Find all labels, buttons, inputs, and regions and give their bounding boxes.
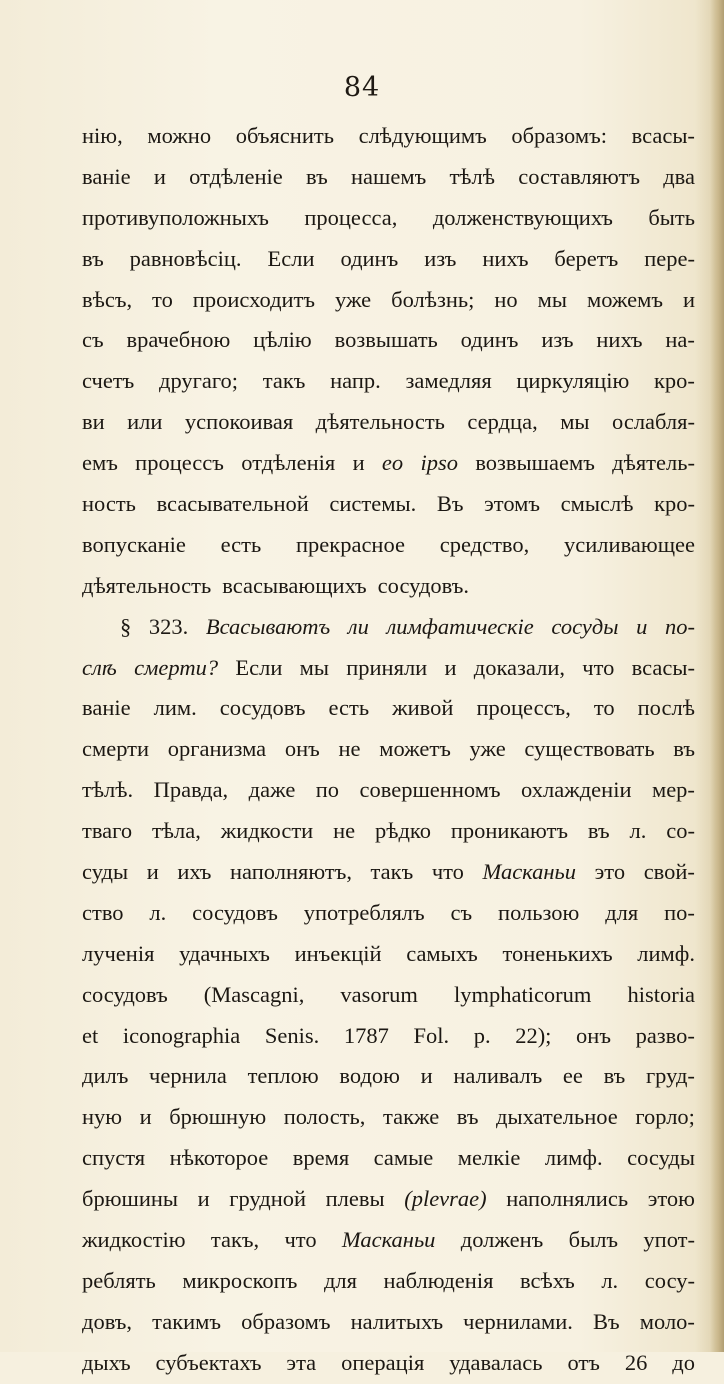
text-line — [82, 1220, 695, 1261]
word: что — [582, 654, 615, 680]
word: всасы- — [631, 123, 695, 148]
word: самыхъ — [406, 940, 478, 966]
word: упот- — [643, 1227, 695, 1253]
word: есть — [328, 695, 370, 721]
word: другаго; — [159, 368, 239, 394]
word: спустя — [82, 1145, 146, 1171]
word: мы — [537, 286, 567, 312]
word: наполнялись — [506, 1186, 629, 1212]
word: 26 — [624, 1349, 648, 1375]
word: всѣхъ — [520, 1267, 575, 1293]
word: лученія — [82, 940, 155, 966]
word: есть — [220, 531, 262, 557]
text-line — [82, 893, 695, 934]
word: сосудовъ — [192, 899, 278, 925]
word: мелкіе — [457, 1145, 521, 1171]
text-line — [82, 688, 695, 729]
word: удачныхъ — [179, 940, 270, 966]
word: Въ — [436, 491, 464, 517]
word: болѣзнь; — [391, 286, 475, 312]
word: ихъ — [177, 859, 212, 885]
word: живой — [392, 695, 454, 721]
word: кро- — [654, 491, 695, 517]
word: тоненькихъ — [502, 940, 613, 966]
word: лимф. — [544, 1145, 603, 1171]
word: что — [431, 859, 464, 885]
word: системы. — [329, 491, 417, 517]
word: цѣлію — [253, 327, 312, 353]
word: мер- — [651, 777, 695, 803]
word: чернилами. — [463, 1308, 573, 1334]
word: ее — [562, 1063, 583, 1089]
word: такъ — [262, 368, 306, 394]
word: разво- — [635, 1022, 695, 1048]
word: нѣкоторое — [169, 1145, 269, 1171]
text-line — [82, 1302, 695, 1343]
word: этомъ — [484, 491, 541, 517]
word: довъ, — [82, 1308, 133, 1334]
word: также — [382, 1104, 440, 1130]
word: для — [323, 1267, 357, 1293]
word: такъ — [370, 859, 414, 885]
word: составляютъ — [518, 163, 640, 189]
word: тѣлѣ. — [82, 777, 134, 803]
word: чернила — [149, 1063, 227, 1089]
text-line — [82, 239, 695, 280]
word: 1787 — [343, 1022, 389, 1048]
word: два — [663, 163, 695, 189]
word: тѣла, — [151, 818, 201, 844]
word: уже — [469, 736, 506, 762]
word: моло- — [639, 1308, 695, 1334]
word: происходитъ — [192, 286, 316, 312]
word: свой- — [643, 859, 695, 885]
text-line — [82, 198, 695, 239]
word: изъ — [424, 245, 457, 271]
word: нашемъ — [351, 163, 427, 189]
word: можетъ — [379, 736, 451, 762]
word: въ — [673, 736, 695, 762]
word: тѣлѣ — [449, 163, 495, 189]
word: изъ — [541, 327, 574, 353]
word: Fol. — [413, 1022, 450, 1048]
word: проникаютъ — [450, 818, 569, 844]
word: ли — [347, 613, 369, 639]
word: вопусканіе — [82, 531, 186, 557]
word: даже — [248, 777, 296, 803]
word: сосуды — [551, 613, 619, 639]
word: онъ — [284, 736, 320, 762]
word: p. — [473, 1022, 491, 1048]
word: лимфатическіе — [386, 613, 534, 639]
word: ство — [82, 899, 124, 925]
word: и — [420, 1063, 433, 1089]
word: емъ — [82, 450, 118, 476]
text-line — [82, 484, 695, 525]
word: грудной — [229, 1186, 307, 1212]
text-line — [82, 811, 695, 852]
word: такимъ — [152, 1308, 222, 1334]
word: на- — [665, 327, 695, 353]
word: въ — [587, 818, 610, 844]
word: водою — [339, 1063, 400, 1089]
word: доказали, — [473, 654, 566, 680]
word: реблять — [82, 1267, 156, 1293]
word: этою — [647, 1186, 695, 1212]
word: груд- — [645, 1063, 695, 1089]
word: отдѣленія — [241, 450, 336, 476]
word: замедляя — [405, 368, 492, 394]
word: ваніе — [82, 163, 131, 189]
word: то — [152, 286, 173, 312]
word: и — [146, 859, 159, 885]
text-line — [82, 157, 695, 198]
word: успокоивая — [184, 409, 294, 435]
text-line — [82, 443, 695, 484]
text-line — [82, 1179, 695, 1220]
word: въ — [306, 163, 328, 189]
word: нихъ — [596, 327, 643, 353]
word: historia — [627, 981, 695, 1007]
word: отъ — [567, 1349, 600, 1375]
word: по- — [664, 613, 695, 639]
word: уже — [334, 286, 372, 312]
word: по- — [664, 899, 695, 925]
word: былъ — [568, 1227, 619, 1253]
page-number: 84 — [343, 72, 381, 103]
word: л. — [149, 899, 167, 925]
word: усиливающее — [564, 531, 695, 557]
word: долженъ — [460, 1227, 544, 1253]
word: ipso — [420, 450, 458, 476]
word: кро- — [653, 368, 695, 394]
text-line — [82, 1138, 695, 1179]
word: л. — [601, 1267, 619, 1293]
word: процесса, — [304, 204, 398, 230]
text-line — [82, 1016, 695, 1057]
word: образомъ: — [511, 123, 607, 148]
word: пользою — [498, 899, 580, 925]
word: въ — [603, 1063, 626, 1089]
word: Масканьи — [482, 859, 577, 885]
text-line — [82, 729, 695, 770]
word: дѣятельность — [315, 409, 445, 435]
word: дыхательное — [496, 1104, 618, 1130]
text-line — [82, 1261, 695, 1302]
word: vasorum — [340, 981, 418, 1007]
text-line — [82, 361, 695, 402]
word: дыхъ — [82, 1349, 131, 1375]
word: врачебною — [126, 327, 231, 353]
word: можно — [147, 123, 212, 148]
text-line — [82, 566, 695, 607]
word: дѣятель- — [612, 450, 695, 476]
word: равновѣсіц. — [129, 245, 242, 271]
word: всасывающихъ — [222, 572, 367, 598]
word: процессъ, — [476, 695, 571, 721]
word: iconographia — [122, 1022, 241, 1048]
word: дилъ — [82, 1063, 129, 1089]
word: eo — [381, 450, 404, 476]
text-line — [82, 975, 695, 1016]
word: наблюденія — [383, 1267, 494, 1293]
word: микроскопъ — [182, 1267, 298, 1293]
word: для — [605, 899, 639, 925]
word: л. — [629, 818, 647, 844]
word: Senis. — [264, 1022, 320, 1048]
word: субъектахъ — [155, 1349, 262, 1375]
word: прекрасное — [296, 531, 405, 557]
word: и — [139, 1104, 152, 1130]
word: средство, — [439, 531, 530, 557]
word: Правда, — [153, 777, 229, 803]
text-line — [82, 852, 695, 893]
word: сосуды — [627, 1145, 695, 1171]
word: организма — [167, 736, 267, 762]
word: процессъ — [135, 450, 224, 476]
word: существовать — [524, 736, 655, 762]
word: съ — [450, 899, 473, 925]
word: брюшины — [82, 1186, 179, 1212]
word: Если — [267, 245, 315, 271]
word: lymphaticorum — [453, 981, 592, 1007]
word: Если — [235, 654, 283, 680]
word: 323. — [148, 613, 189, 639]
word: но — [494, 286, 518, 312]
word: по — [315, 777, 340, 803]
word: что — [284, 1227, 317, 1253]
word: рѣдко — [375, 818, 431, 844]
word: тваго — [82, 818, 133, 844]
word: 22); — [515, 1022, 552, 1048]
word: мы — [560, 409, 590, 435]
word: не — [333, 818, 356, 844]
word: сердца, — [467, 409, 538, 435]
word: возвышаемъ — [475, 450, 595, 476]
text-line — [82, 402, 695, 443]
word: плевы — [325, 1186, 385, 1212]
word: не — [338, 736, 361, 762]
word: ную — [82, 1104, 123, 1130]
text-line — [82, 116, 695, 157]
text-line — [82, 280, 695, 321]
word: напр. — [330, 368, 381, 394]
word: операція — [341, 1349, 425, 1375]
word: жидкости — [220, 818, 314, 844]
word: сосудовъ — [82, 981, 168, 1007]
word: онъ — [576, 1022, 611, 1048]
word: въ — [456, 1104, 479, 1130]
word: Всасываютъ — [205, 613, 331, 639]
word: смерти — [82, 736, 150, 762]
text-line — [82, 934, 695, 975]
word: жидкостію — [82, 1227, 186, 1253]
word: отдѣленіе — [189, 163, 283, 189]
word: или — [127, 409, 163, 435]
word: всасы- — [631, 654, 695, 680]
word: противуположныхъ — [82, 204, 269, 230]
word: приняли — [346, 654, 428, 680]
word: сосудовъ — [219, 695, 306, 721]
text-line — [82, 1097, 695, 1138]
word: теплою — [247, 1063, 319, 1089]
word: ность — [82, 491, 136, 517]
word: сосудовъ. — [377, 572, 469, 598]
word: слѣдующимъ — [358, 123, 487, 148]
body-text — [82, 116, 695, 1384]
word: счетъ — [82, 368, 135, 394]
word: удавалась — [449, 1349, 543, 1375]
word: употреблялъ — [303, 899, 425, 925]
word: сосу- — [644, 1267, 695, 1293]
word: вѣсъ, — [82, 286, 133, 312]
word: до — [672, 1349, 695, 1375]
word: (plevrae) — [404, 1186, 487, 1212]
word: горло; — [635, 1104, 695, 1130]
word: дѣятельность — [82, 572, 212, 598]
word: лимф. — [637, 940, 695, 966]
word: налитыхъ — [350, 1308, 444, 1334]
word: съ — [82, 327, 104, 353]
text-line — [82, 1056, 695, 1097]
word: всасывательной — [156, 491, 309, 517]
word: образомъ — [241, 1308, 331, 1334]
word: и — [352, 450, 365, 476]
word: и — [197, 1186, 210, 1212]
word: послѣ — [637, 695, 695, 721]
word: совершенномъ — [359, 777, 501, 803]
text-line — [82, 770, 695, 811]
word: эта — [286, 1349, 317, 1375]
word: лим. — [153, 695, 197, 721]
word: возвышать — [334, 327, 438, 353]
word: смерти? — [134, 654, 219, 680]
section-heading-line — [82, 607, 695, 648]
text-line — [82, 648, 695, 689]
word: (Mascagni, — [203, 981, 305, 1007]
word: ви — [82, 409, 105, 435]
word: Въ — [593, 1308, 620, 1334]
word: и — [153, 163, 166, 189]
word: Масканьи — [341, 1227, 436, 1253]
word: и — [636, 613, 648, 639]
word: брюшную — [169, 1104, 267, 1130]
text-line — [82, 525, 695, 566]
word: беретъ — [554, 245, 619, 271]
word: быть — [648, 204, 695, 230]
word: время — [292, 1145, 350, 1171]
word: et — [82, 1022, 99, 1048]
word: охлажденіи — [521, 777, 632, 803]
word: инъекцій — [294, 940, 382, 966]
word: мы — [299, 654, 329, 680]
word: самые — [373, 1145, 434, 1171]
word: наполняютъ, — [230, 859, 352, 885]
word: со- — [666, 818, 695, 844]
word: слѣ — [82, 654, 117, 680]
text-line — [82, 1343, 695, 1384]
word: циркуляцію — [516, 368, 630, 394]
page-edge-shadow — [710, 0, 724, 1352]
word: одинъ — [340, 245, 399, 271]
word: то — [593, 695, 615, 721]
word: пере- — [644, 245, 695, 271]
word: смыслѣ — [560, 491, 634, 517]
word: это — [594, 859, 626, 885]
word: нію, — [82, 123, 123, 148]
text-line — [82, 320, 695, 361]
word: въ — [82, 245, 104, 271]
word: одинъ — [460, 327, 519, 353]
word: объяснить — [235, 123, 334, 148]
word: такъ, — [210, 1227, 260, 1253]
word: и — [682, 286, 695, 312]
word: ваніе — [82, 695, 131, 721]
word: и — [444, 654, 457, 680]
word: § — [120, 613, 132, 639]
word: ослабля- — [612, 409, 695, 435]
word: наливалъ — [453, 1063, 543, 1089]
word: суды — [82, 859, 129, 885]
word: долженствующихъ — [432, 204, 613, 230]
word: можемъ — [586, 286, 663, 312]
word: нихъ — [482, 245, 529, 271]
word: полость, — [283, 1104, 366, 1130]
